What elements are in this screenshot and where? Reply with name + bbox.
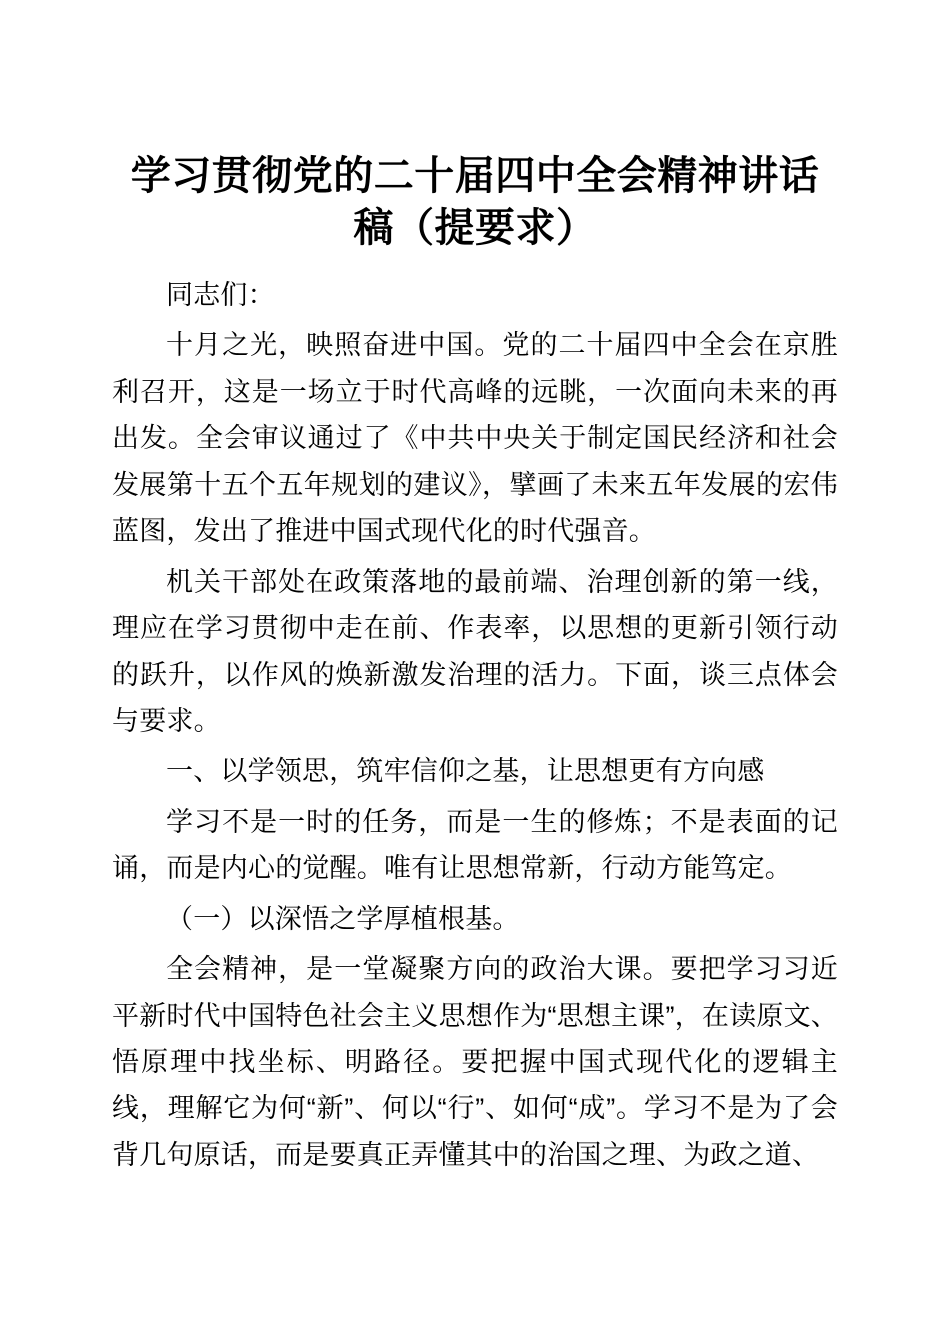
paragraph-body: 机关干部处在政策落地的最前端、治理创新的第一线，理应在学习贯彻中走在前、作表率，以思想的更新引领行动的跃升，以作风的焕新激发治理的活力。下面，谈三点体会与要求。 xyxy=(112,566,838,736)
paragraph-body: 十月之光，映照奋进中国。党的二十届四中全会在京胜利召开，这是一场立于时代高峰的远眺，一次面向未来的再出发。全会审议通过了《中共中央关于制定国民经济和社会发展第十五个五年规划的建议》，擘画了未来五年发展的宏伟蓝图，发出了推进中国式现代化的时代强音。 xyxy=(112,330,838,547)
paragraph-subheading-one-a: （一）以深悟之学厚植根基。 xyxy=(166,903,520,934)
paragraph-salutation: 同志们： xyxy=(166,280,275,310)
page-title: 学习贯彻党的二十届四中全会精神讲话稿（提要求） xyxy=(130,154,820,250)
paragraph-heading-section-one: 一、以学领思，筑牢信仰之基，让思想更有方向感 xyxy=(166,756,765,787)
paragraph-body: 全会精神，是一堂凝聚方向的政治大课。要把学习习近平新时代中国特色社会主义思想作为“思想主课”，在读原文、悟原理中找坐标、明路径。要把握中国式现代化的逻辑主线，理解它为何“新”、何以“行”、如何“成”。学习不是为了会背几句原话，而是要真正弄懂其中的治国之理、为政之道、 xyxy=(112,954,838,1170)
paragraph-body: 学习不是一时的任务，而是一生的修炼；不是表面的记诵，而是内心的觉醒。唯有让思想常新，行动方能笃定。 xyxy=(112,806,838,884)
